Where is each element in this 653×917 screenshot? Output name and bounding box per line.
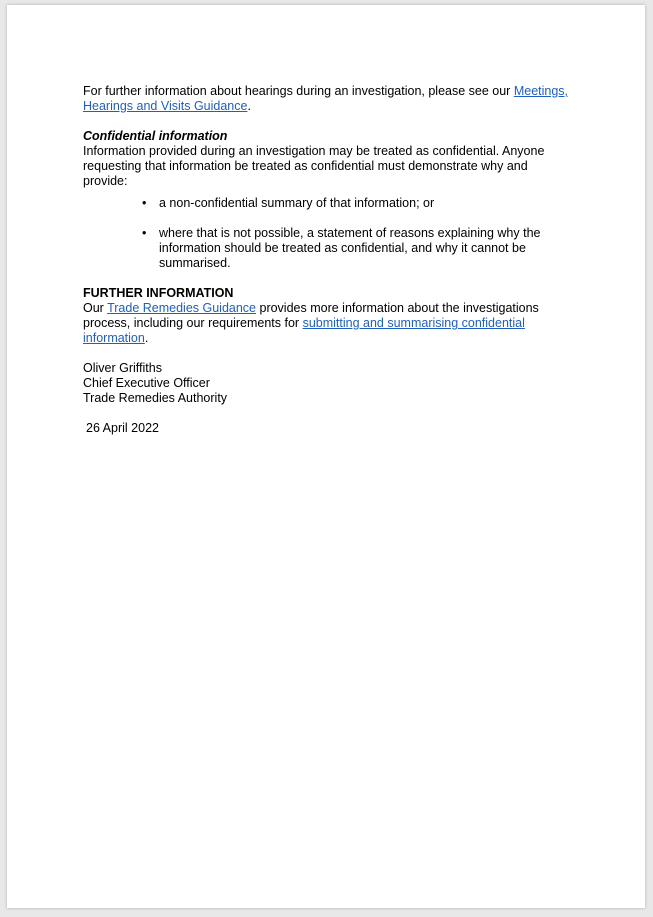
further-information-paragraph <box>83 301 573 346</box>
hearings-period: . <box>247 99 251 113</box>
bullet-item-reasons <box>83 226 573 271</box>
trade-remedies-guidance-link[interactable]: Trade Remedies Guidance <box>107 301 257 315</box>
bullet-text: a non-confidential summary of that information; or <box>159 196 435 210</box>
further-text-middle: provides more information about the investigations process, including our requirements for <box>83 301 539 330</box>
further-text-before: Our <box>83 301 108 315</box>
document-page <box>7 5 645 908</box>
hearings-paragraph <box>83 84 573 114</box>
meetings-hearings-visits-guidance-link[interactable]: Meetings, Hearings and Visits Guidance <box>83 84 569 113</box>
confidential-heading: Confidential information <box>83 129 228 143</box>
bullet-icon: • <box>142 226 147 240</box>
bullet-item-summary <box>83 196 573 211</box>
signatory-title: Chief Executive Officer <box>83 376 210 390</box>
hearings-text: For further information about hearings during an investigation, please see our <box>83 84 511 98</box>
document-body <box>83 84 573 436</box>
confidential-information-guidance-link[interactable]: submitting and summarising confidential information <box>83 316 525 345</box>
signatory-organisation: Trade Remedies Authority <box>83 391 228 405</box>
bullet-text: where that is not possible, a statement of reasons explaining why the information should be treated as confidential, and why it cannot be summarised. <box>159 226 541 270</box>
further-text-after: . <box>144 331 149 345</box>
document-date: 26 April 2022 <box>86 421 159 435</box>
further-information-heading: FURTHER INFORMATION <box>83 286 234 300</box>
confidential-intro: Information provided during an investigation may be treated as confidential. Anyone requesting that information be treated as confidential must demonstrate why and provide: <box>83 144 545 188</box>
signatory-name: Oliver Griffiths <box>83 361 162 375</box>
confidential-bullet-list <box>83 196 573 271</box>
bullet-icon: • <box>142 196 147 210</box>
